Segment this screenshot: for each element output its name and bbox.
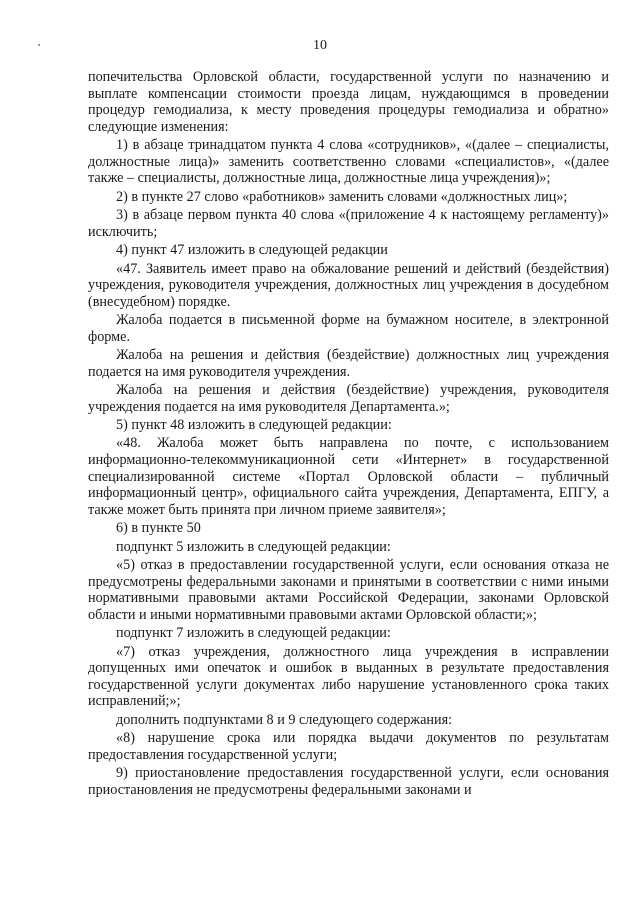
paragraph: 6) в пункте 50: [116, 520, 201, 537]
paragraph: «5) отказ в предоставлении государственной услуги, если основания отказа не предусмотрены федеральными законами и принятыми в соответствии с ними иными нормативными правовыми актами Российской Федерации, законами Орловской области и иными нормативными правовыми актами Орловской области;»;: [88, 556, 609, 623]
paragraph: «7) отказ учреждения, должностного лица учреждения в исправлении допущенных ими опечаток и ошибок в выданных в результате предоставления государственной услуги документах либо нарушение установленного срока таких исправлений;»;: [88, 643, 609, 710]
paragraph: «47. Заявитель имеет право на обжалование решений и действий (бездействия) учреждения, руководителя учреждения, должностных лиц учреждения в досудебном (внесудебном) порядке.: [88, 260, 609, 310]
paragraph: 5) пункт 48 изложить в следующей редакции:: [116, 417, 392, 434]
paragraph: Жалоба на решения и действия (бездействие) должностных лиц учреждения подается на имя руководителя учреждения.: [88, 347, 609, 380]
page-number: 10: [313, 38, 327, 53]
paragraph: попечительства Орловской области, государственной услуги по назначению и выплате компенсации стоимости проезда лицам, нуждающимся в проведении процедур гемодиализа, к месту проведения процедуры гемодиализа и обратно» следующие изменения:: [88, 69, 609, 135]
paragraph: дополнить подпунктами 8 и 9 следующего содержания:: [116, 711, 453, 728]
paragraph: Жалоба на решения и действия (бездействие) учреждения, руководителя учреждения подается на имя руководителя Департамента.»;: [88, 382, 609, 415]
paragraph: Жалоба подается в письменной форме на бумажном носителе, в электронной форме.: [88, 312, 609, 345]
paragraph: подпункт 5 изложить в следующей редакции:: [116, 538, 391, 555]
paragraph: 2) в пункте 27 слово «работников» заменить словами «должностных лиц»;: [116, 188, 568, 205]
paragraph: 9) приостановление предоставления государственной услуги, если основания приостановления не предусмотрены федеральными законами и: [88, 765, 609, 798]
paragraph: «48. Жалоба может быть направлена по почте, с использованием информационно-телекоммуникационной сети «Интернет» в государственной специализированной системе «Портал Орловской области – публичный информационный центр», официального сайта учреждения, Департамента, ЕПГУ, а также может быть принята при личном приеме заявителя»;: [88, 435, 609, 518]
document-body: [88, 69, 609, 800]
paragraph: «8) нарушение срока или порядка выдачи документов по результатам предоставления государственной услуги;: [88, 730, 609, 763]
paragraph: подпункт 7 изложить в следующей редакции:: [116, 625, 391, 642]
paragraph: 3) в абзаце первом пункта 40 слова «(приложение 4 к настоящему регламенту)» исключить;: [88, 207, 609, 240]
paragraph: 1) в абзаце тринадцатом пункта 4 слова «сотрудников», «(далее – специалисты, должностные лица)» заменить соответственно словами «специалистов», «(далее также – специалисты, должностные лица, должностные лица учреждения)»;: [88, 137, 609, 187]
paragraph: 4) пункт 47 изложить в следующей редакции: [116, 242, 388, 259]
